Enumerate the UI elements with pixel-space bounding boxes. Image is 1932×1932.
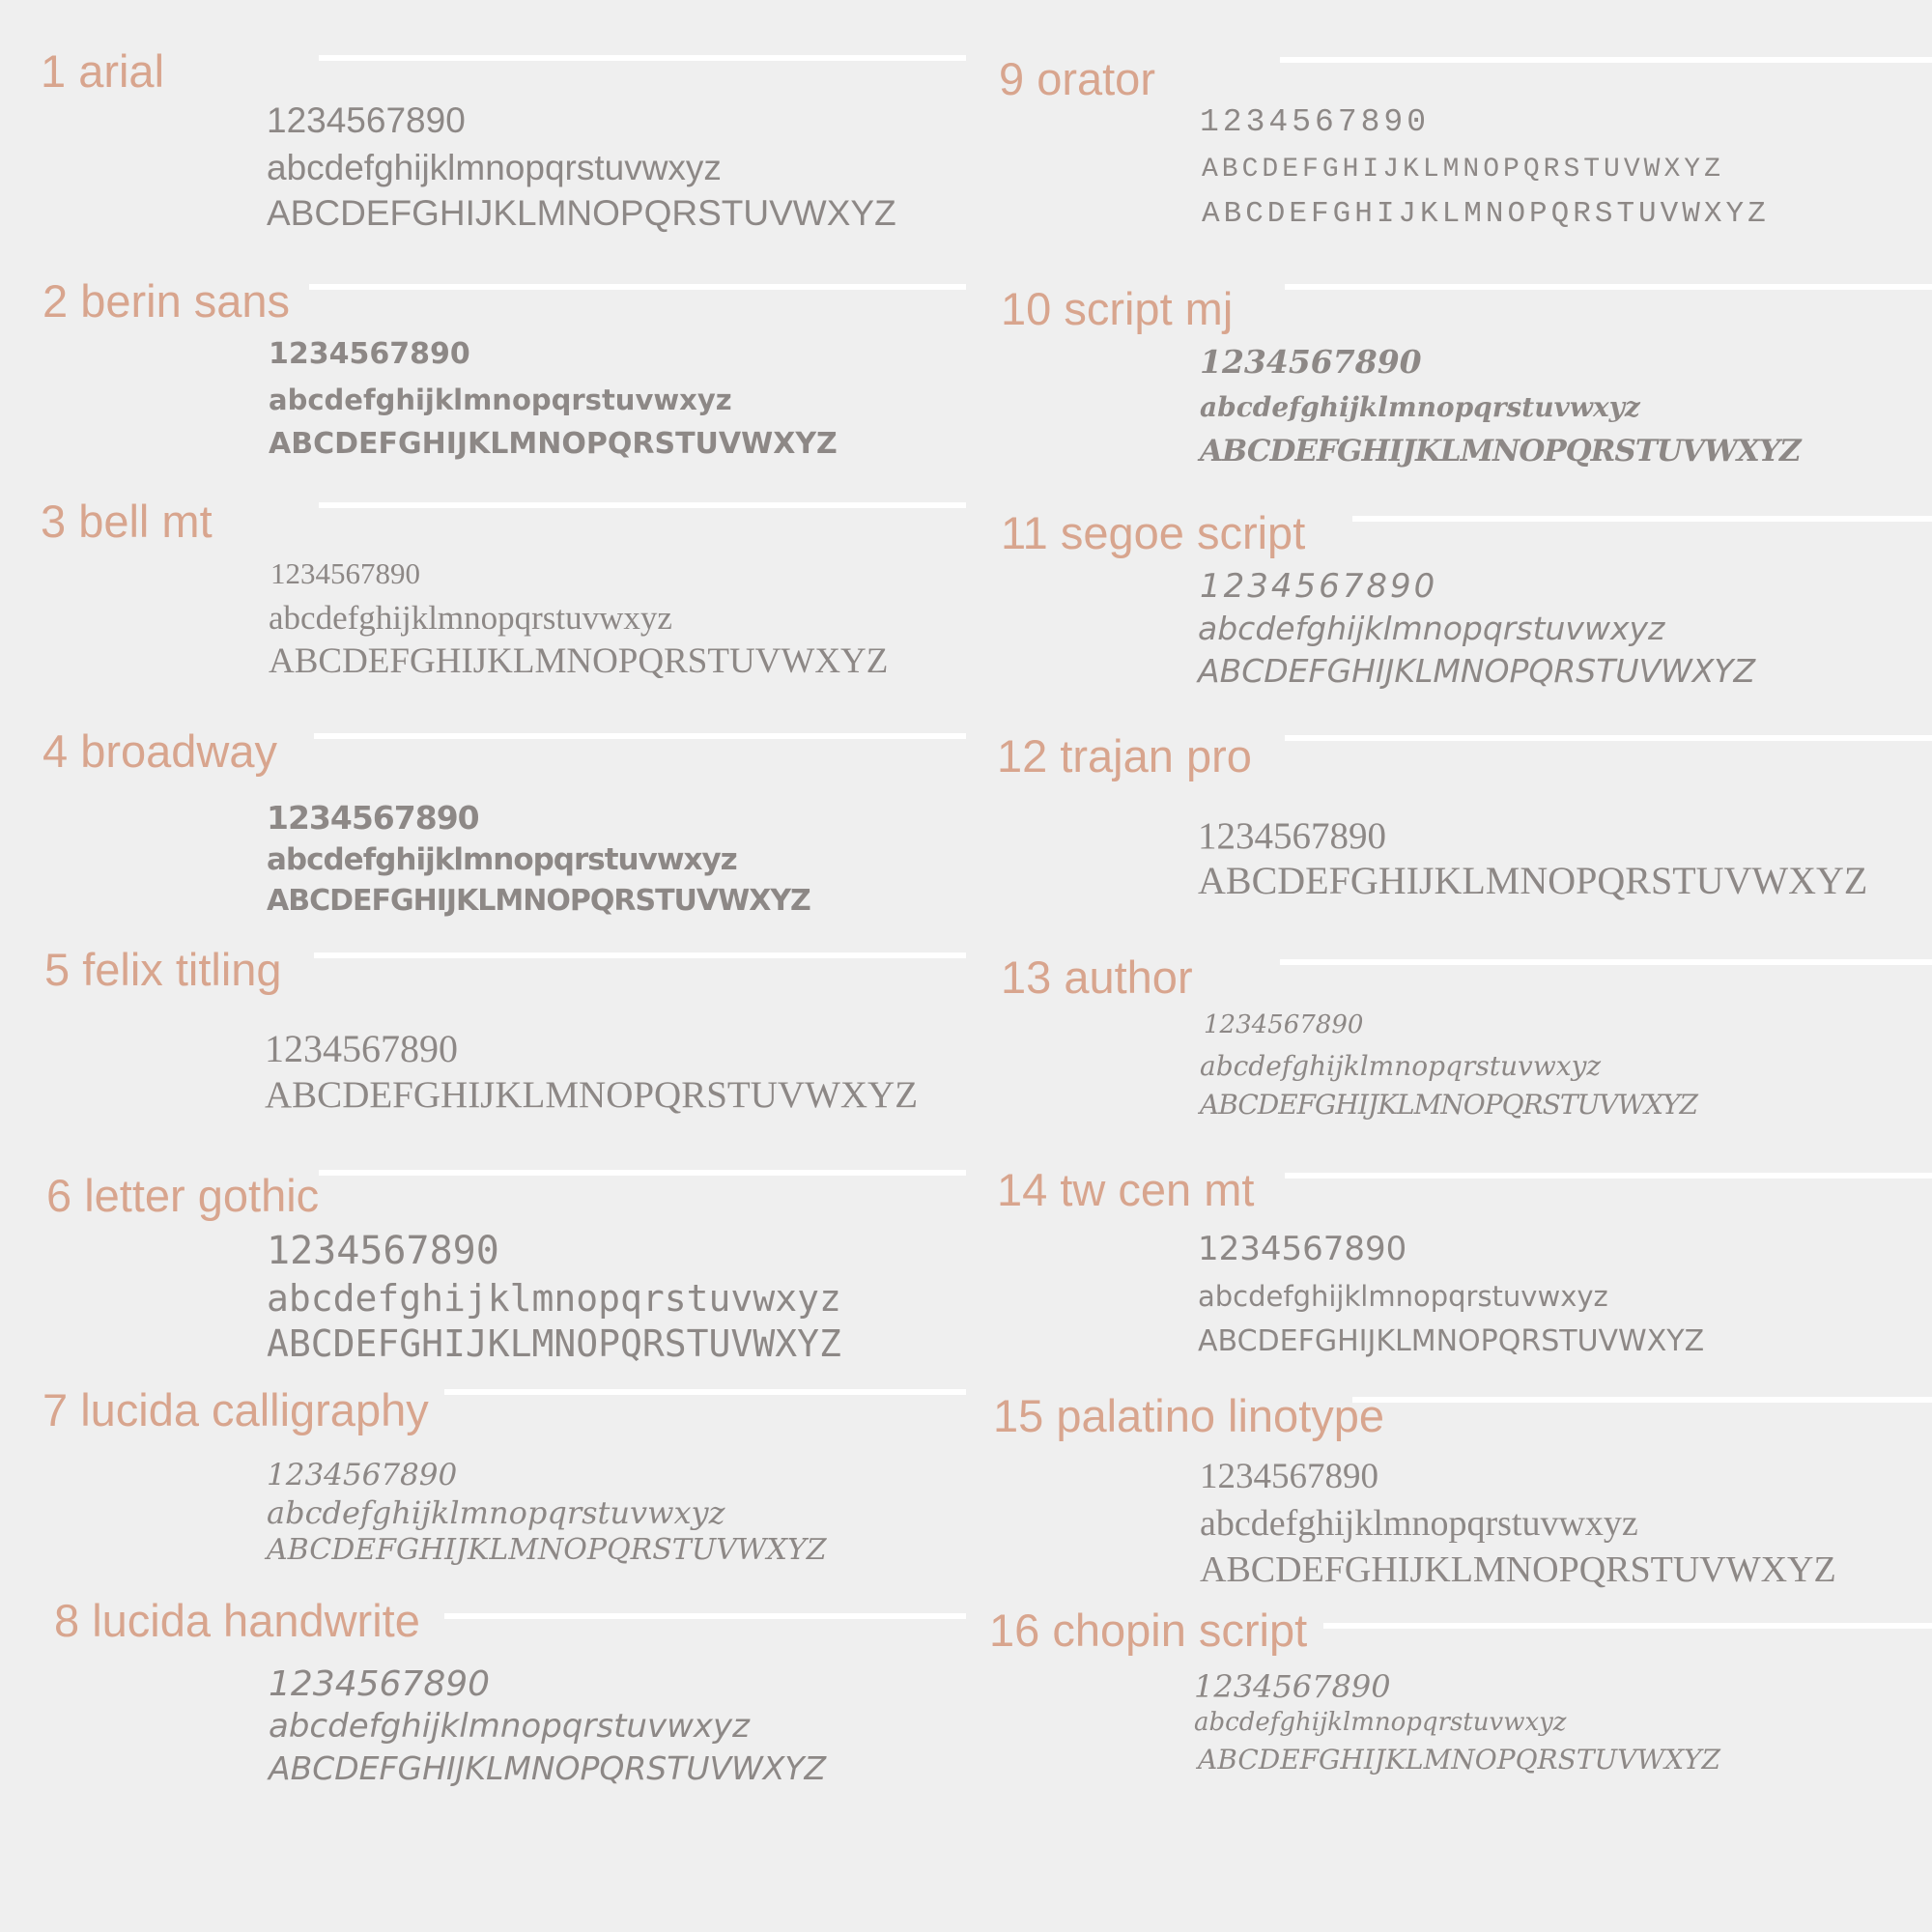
sample-uppercase: ABCDEFGHIJKLMNOPQRSTUVWXYZ <box>269 427 838 461</box>
sample-digits: 1234567890 <box>1194 1668 1391 1705</box>
sample-title: 10 script mj <box>1001 283 1234 334</box>
sample-title: 6 letter gothic <box>46 1170 320 1221</box>
sample-digits: 1234567890 <box>267 100 466 140</box>
separator-rule <box>1280 57 1932 63</box>
sample-uppercase: ABCDEFGHIJKLMNOPQRSTUVWXYZ <box>269 641 889 681</box>
sample-uppercase: ABCDEFGHIJKLMNOPQRSTUVWXYZ <box>267 193 896 233</box>
sample-uppercase: ABCDEFGHIJKLMNOPQRSTUVWXYZ <box>1200 1549 1836 1590</box>
separator-rule <box>314 733 966 739</box>
separator-rule <box>1280 959 1932 965</box>
sample-lowercase: abcdefghijklmnopqrstuvwxyz <box>267 1494 725 1531</box>
separator-rule <box>319 502 966 508</box>
sample-uppercase: ABCDEFGHIJKLMNOPQRSTUVWXYZ <box>1202 155 1724 185</box>
sample-digits: 1234567890 <box>267 799 479 837</box>
sample-uppercase: ABCDEFGHIJKLMNOPQRSTUVWXYZ <box>269 1749 827 1787</box>
sample-title: 1 arial <box>41 45 165 97</box>
separator-rule <box>319 1170 966 1176</box>
sample-title: 9 orator <box>999 53 1155 104</box>
sample-digits: 1234567890 <box>267 1458 458 1492</box>
sample-uppercase-2: ABCDEFGHIJKLMNOPQRSTUVWXYZ <box>1202 197 1770 231</box>
sample-uppercase: ABCDEFGHIJKLMNOPQRSTUVWXYZ <box>267 1322 841 1365</box>
separator-rule <box>1323 1623 1932 1629</box>
separator-rule <box>319 55 966 61</box>
sample-digits: 1234567890 <box>1204 1010 1364 1039</box>
sample-title: 13 author <box>1001 952 1193 1003</box>
sample-lowercase: abcdefghijklmnopqrstuvwxyz <box>267 1277 841 1320</box>
sample-title: 5 felix titling <box>44 944 282 995</box>
sample-digits: 1234567890 <box>1198 1230 1407 1268</box>
sample-uppercase: ABCDEFGHIJKLMNOPQRSTUVWXYZ <box>265 1074 919 1116</box>
separator-rule <box>1352 1397 1932 1403</box>
sample-lowercase: abcdefghijklmnopqrstuvwxyz <box>269 599 672 637</box>
sample-lowercase: abcdefghijklmnopqrstuvwxyz <box>1200 391 1640 423</box>
sample-uppercase: ABCDEFGHIJKLMNOPQRSTUVWXYZ <box>267 884 810 918</box>
sample-digits: 1234567890 <box>270 556 420 590</box>
sample-title: 14 tw cen mt <box>997 1164 1255 1215</box>
sample-uppercase: ABCDEFGHIJKLMNOPQRSTUVWXYZ <box>1198 652 1756 690</box>
sample-uppercase: ABCDEFGHIJKLMNOPQRSTUVWXYZ <box>267 1533 827 1567</box>
sample-lowercase: abcdefghijklmnopqrstuvwxyz <box>267 148 722 187</box>
sample-lowercase: abcdefghijklmnopqrstuvwxyz <box>1198 610 1665 647</box>
sample-lowercase: abcdefghijklmnopqrstuvwxyz <box>1198 1280 1608 1313</box>
sample-title: 12 trajan pro <box>997 730 1252 781</box>
sample-title: 8 lucida handwrite <box>54 1595 420 1646</box>
sample-uppercase: ABCDEFGHIJKLMNOPQRSTUVWXYZ <box>1198 859 1868 902</box>
sample-lowercase: abcdefghijklmnopqrstuvwxyz <box>269 384 732 416</box>
sample-uppercase: ABCDEFGHIJKLMNOPQRSTUVWXYZ <box>1200 1089 1697 1121</box>
separator-rule <box>1352 516 1932 522</box>
sample-lowercase: abcdefghijklmnopqrstuvwxyz <box>1200 1050 1602 1082</box>
sample-digits: 1234567890 <box>265 1027 458 1070</box>
sample-title: 15 palatino linotype <box>993 1390 1385 1441</box>
sample-title: 11 segoe script <box>1001 507 1306 558</box>
sample-digits: 1234567890 <box>1198 815 1386 857</box>
separator-rule <box>1285 284 1932 290</box>
separator-rule <box>309 284 966 290</box>
sample-lowercase: abcdefghijklmnopqrstuvwxyz <box>269 1707 750 1746</box>
sample-uppercase: ABCDEFGHIJKLMNOPQRSTUVWXYZ <box>1198 1324 1705 1358</box>
sample-lowercase: abcdefghijklmnopqrstuvwxyz <box>1200 1503 1638 1544</box>
sample-uppercase: ABCDEFGHIJKLMNOPQRSTUVWXYZ <box>1198 1744 1720 1776</box>
separator-rule <box>314 952 966 958</box>
separator-rule <box>444 1389 966 1395</box>
sample-digits: 1234567890 <box>1200 567 1438 606</box>
sample-lowercase: abcdefghijklmnopqrstuvwxyz <box>267 842 737 877</box>
sample-uppercase: ABCDEFGHIJKLMNOPQRSTUVWXYZ <box>1200 434 1801 469</box>
sample-digits: 1234567890 <box>269 337 470 371</box>
sample-lowercase: abcdefghijklmnopqrstuvwxyz <box>1194 1708 1567 1737</box>
sample-digits: 1234567890 <box>267 1229 499 1273</box>
sample-title: 3 bell mt <box>41 496 213 547</box>
sample-digits: 1234567890 <box>1200 104 1431 140</box>
separator-rule <box>1285 1173 1932 1179</box>
sample-digits: 1234567890 <box>269 1664 491 1704</box>
sample-title: 16 chopin script <box>989 1605 1308 1656</box>
separator-rule <box>444 1613 966 1619</box>
sample-title: 2 berin sans <box>43 275 291 327</box>
separator-rule <box>1285 735 1932 741</box>
sample-title: 7 lucida calligraphy <box>43 1384 429 1435</box>
sample-digits: 1234567890 <box>1200 343 1422 381</box>
sample-title: 4 broadway <box>43 725 277 777</box>
sample-digits: 1234567890 <box>1200 1457 1378 1496</box>
